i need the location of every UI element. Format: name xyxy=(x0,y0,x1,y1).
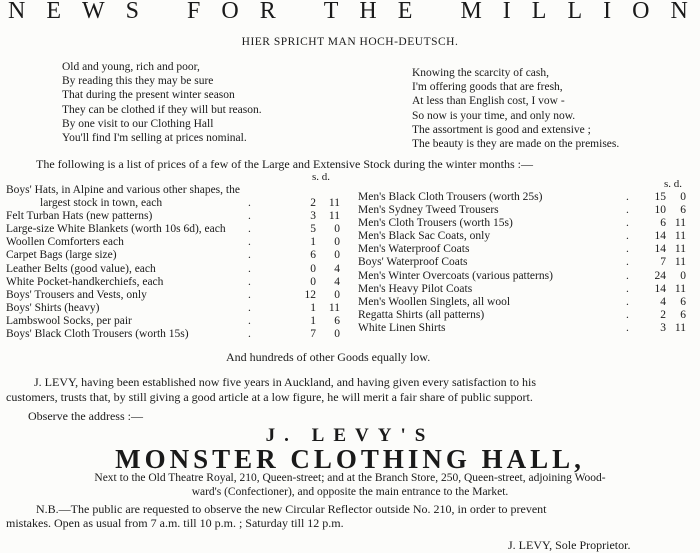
item-name: Men's Sydney Tweed Trousers xyxy=(358,204,499,217)
item-name: Boys' Black Cloth Trousers (worth 15s) xyxy=(6,328,189,341)
leader-dot: . xyxy=(248,210,251,223)
price-pence: 4 xyxy=(334,262,340,275)
price-pence: 11 xyxy=(328,301,340,314)
item-name: White Pocket-handkerchiefs, each xyxy=(6,275,164,288)
headline-letter: W xyxy=(82,0,105,24)
headline-letter: T xyxy=(323,0,339,24)
poem-line: The assortment is good and extensive ; xyxy=(412,123,591,136)
headline-letter: I xyxy=(502,0,511,24)
price-shillings: 5 xyxy=(310,223,316,236)
price-pence: 0 xyxy=(334,249,340,262)
price-shillings: 0 xyxy=(310,262,316,275)
headline-letter: H xyxy=(359,0,377,24)
price-pence: 11 xyxy=(328,197,340,210)
headline-letter: O xyxy=(632,0,650,24)
item-name: Boys' Waterproof Coats xyxy=(358,256,468,269)
leader-dot: . xyxy=(626,308,629,321)
signature: J. LEVY, Sole Proprietor. xyxy=(508,538,631,552)
address-line: ward's (Confectioner), and opposite the main entrance to the Market. xyxy=(191,485,509,498)
leader-dot: . xyxy=(626,269,629,282)
nb-line: N.B.—The public are requested to observe the new Circular Reflector outside No. 210, in order to prevent xyxy=(36,502,547,516)
price-pence: 6 xyxy=(680,308,686,321)
poem-line: I'm offering goods that are fresh, xyxy=(412,81,563,94)
leader-dot: . xyxy=(248,314,251,327)
headline-letter: N xyxy=(670,0,688,24)
leader-dot: . xyxy=(248,249,251,262)
headline-letter: S xyxy=(125,0,140,24)
headline-letter: F xyxy=(187,0,201,24)
leader-dot: . xyxy=(626,243,629,256)
headline-letter: L xyxy=(531,0,547,24)
leader-dot: . xyxy=(248,275,251,288)
price-shillings: 7 xyxy=(310,328,316,341)
price-shillings: 24 xyxy=(654,269,666,282)
item-name: Men's Winter Overcoats (various patterns) xyxy=(358,269,553,282)
observe-address: Observe the address :— xyxy=(28,409,143,423)
item-name: Lambswool Socks, per pair xyxy=(6,314,132,327)
price-list-left xyxy=(6,184,350,341)
item-name: largest stock in town, each xyxy=(40,197,163,210)
item-name: Boys' Hats, in Alpine and various other shapes, the xyxy=(6,184,240,196)
price-row xyxy=(6,315,350,328)
headline-letter: R xyxy=(259,0,276,24)
price-shillings: 3 xyxy=(310,210,316,223)
price-row xyxy=(358,243,694,256)
item-name: Men's Heavy Pilot Coats xyxy=(358,282,473,295)
price-list-right xyxy=(358,191,694,335)
price-row xyxy=(358,191,694,204)
price-pence: 0 xyxy=(680,191,686,203)
poem-line: That during the present winter season xyxy=(62,89,235,102)
price-row xyxy=(358,204,694,217)
headline-letter xyxy=(433,0,439,25)
paragraph-line: J. LEVY, having been established now five years in Auckland, and having given every satisfaction to his xyxy=(34,375,536,389)
leader-dot: . xyxy=(248,328,251,341)
leader-dot: . xyxy=(248,236,251,249)
price-row xyxy=(6,289,350,302)
leader-dot: . xyxy=(248,301,251,314)
price-row xyxy=(358,322,694,335)
leader-dot: . xyxy=(248,197,251,210)
price-shillings: 14 xyxy=(654,243,666,256)
price-pence: 0 xyxy=(680,269,686,282)
item-name: Men's Black Sac Coats, only xyxy=(358,230,491,243)
shop-owner-title: J. LEVY'S xyxy=(265,425,435,446)
item-name: Regatta Shirts (all patterns) xyxy=(358,308,485,321)
price-row xyxy=(358,283,694,296)
sd-header-right: s. d. xyxy=(664,178,683,190)
price-row xyxy=(6,276,350,289)
price-shillings: 7 xyxy=(660,256,666,269)
poem-line: By reading this they may be sure xyxy=(62,75,214,88)
price-row xyxy=(358,309,694,322)
poem-line: By one visit to our Clothing Hall xyxy=(62,117,214,130)
price-pence: 0 xyxy=(334,328,340,341)
headline xyxy=(0,0,700,25)
price-shillings: 4 xyxy=(660,295,666,308)
headline-letter: M xyxy=(460,0,482,24)
price-row xyxy=(358,256,694,269)
price-shillings: 10 xyxy=(654,204,666,217)
price-shillings: 6 xyxy=(310,249,316,262)
price-row xyxy=(6,236,350,249)
price-pence: 11 xyxy=(674,256,686,269)
price-pence: 0 xyxy=(334,288,340,301)
price-pence: 4 xyxy=(334,275,340,288)
poem-line: At less than English cost, I vow - xyxy=(412,95,565,108)
price-row xyxy=(358,296,694,309)
address-block xyxy=(0,472,700,499)
poem-line: Knowing the scarcity of cash, xyxy=(412,67,550,79)
item-name: Felt Turban Hats (new patterns) xyxy=(6,210,153,223)
price-shillings: 15 xyxy=(654,191,666,203)
poem-right xyxy=(412,66,619,151)
price-row xyxy=(6,223,350,236)
headline-letter xyxy=(297,0,303,25)
leader-dot: . xyxy=(626,217,629,230)
price-pence: 11 xyxy=(328,210,340,223)
item-name: Boys' Shirts (heavy) xyxy=(6,301,100,314)
headline-letter: N xyxy=(8,0,26,24)
price-row xyxy=(358,217,694,230)
headline-letter xyxy=(160,0,166,25)
leader-dot: . xyxy=(626,321,629,334)
price-shillings: 12 xyxy=(304,288,316,301)
poem-line: Old and young, rich and poor, xyxy=(62,61,200,73)
price-row xyxy=(358,270,694,283)
headline-letter: L xyxy=(567,0,583,24)
poem-line: They can be clothed if they will but reason. xyxy=(62,103,262,116)
poem-line: You'll find I'm selling at prices nominal. xyxy=(62,132,247,145)
item-name: Men's Waterproof Coats xyxy=(358,243,470,256)
price-pence: 11 xyxy=(674,321,686,334)
leader-dot: . xyxy=(626,204,629,217)
leader-dot: . xyxy=(248,288,251,301)
headline-letter: E xyxy=(397,0,413,24)
headline-letter: I xyxy=(603,0,612,24)
item-name: Large-size White Blankets (worth 10s 6d), each xyxy=(6,223,226,236)
headline-letter: O xyxy=(221,0,239,24)
price-row xyxy=(6,263,350,276)
leader-dot: . xyxy=(626,295,629,308)
price-shillings: 1 xyxy=(310,301,316,314)
price-pence: 0 xyxy=(334,236,340,249)
price-shillings: 14 xyxy=(654,282,666,295)
price-row xyxy=(358,230,694,243)
item-name: Woollen Comforters each xyxy=(6,236,124,249)
poem-left xyxy=(62,60,262,145)
subheading: HIER SPRICHT MAN HOCH-DEUTSCH. xyxy=(241,36,459,48)
price-row xyxy=(6,210,350,223)
poem-line: So now is your time, and only now. xyxy=(412,109,576,122)
item-name: Carpet Bags (large size) xyxy=(6,249,117,262)
shop-name-title: MONSTER CLOTHING HALL, xyxy=(115,444,585,474)
price-pence: 11 xyxy=(674,230,686,243)
price-row xyxy=(6,197,350,210)
paragraph-line: customers, trusts that, by still giving a good article at a low figure, he will merit a fair share of public support. xyxy=(6,390,533,404)
leader-dot: . xyxy=(626,282,629,295)
price-shillings: 3 xyxy=(660,321,666,334)
price-list-intro: The following is a list of prices of a few of the Large and Extensive Stock during the winter months :— xyxy=(36,157,533,171)
price-pence: 6 xyxy=(680,295,686,308)
sd-header-left: s. d. xyxy=(312,171,331,183)
price-pence: 11 xyxy=(674,217,686,230)
leader-dot: . xyxy=(626,230,629,243)
item-name: Men's Black Cloth Trousers (worth 25s) xyxy=(358,191,543,203)
price-pence: 0 xyxy=(334,223,340,236)
price-pence: 6 xyxy=(680,204,686,217)
hundreds-note: And hundreds of other Goods equally low. xyxy=(226,350,431,364)
price-row xyxy=(6,249,350,262)
price-shillings: 1 xyxy=(310,314,316,327)
address-line: Next to the Old Theatre Royal, 210, Queen-street; and at the Branch Store, 250, Queen-street, adjoining Wood- xyxy=(94,472,606,484)
price-shillings: 1 xyxy=(310,236,316,249)
price-row xyxy=(6,302,350,315)
price-shillings: 2 xyxy=(660,308,666,321)
leader-dot: . xyxy=(248,223,251,236)
leader-dot: . xyxy=(248,262,251,275)
price-pence: 11 xyxy=(674,282,686,295)
price-pence: 6 xyxy=(334,314,340,327)
item-name: Men's Woollen Singlets, all wool xyxy=(358,295,511,308)
price-shillings: 14 xyxy=(654,230,666,243)
price-pence: 11 xyxy=(674,243,686,256)
leader-dot: . xyxy=(626,256,629,269)
price-row xyxy=(6,328,350,341)
item-name: Men's Cloth Trousers (worth 15s) xyxy=(358,217,513,230)
nb-line: mistakes. Open as usual from 7 a.m. till 10 p.m. ; Saturday till 12 p.m. xyxy=(6,516,344,530)
item-name: Leather Belts (good value), each xyxy=(6,262,156,275)
headline-letter: E xyxy=(46,0,62,24)
price-shillings: 6 xyxy=(660,217,666,230)
leader-dot: . xyxy=(626,191,629,203)
price-shillings: 2 xyxy=(310,197,316,210)
price-shillings: 0 xyxy=(310,275,316,288)
price-row xyxy=(6,184,350,197)
item-name: White Linen Shirts xyxy=(358,321,446,334)
poem-line: The beauty is they are made on the premises. xyxy=(412,138,620,151)
item-name: Boys' Trousers and Vests, only xyxy=(6,288,147,301)
